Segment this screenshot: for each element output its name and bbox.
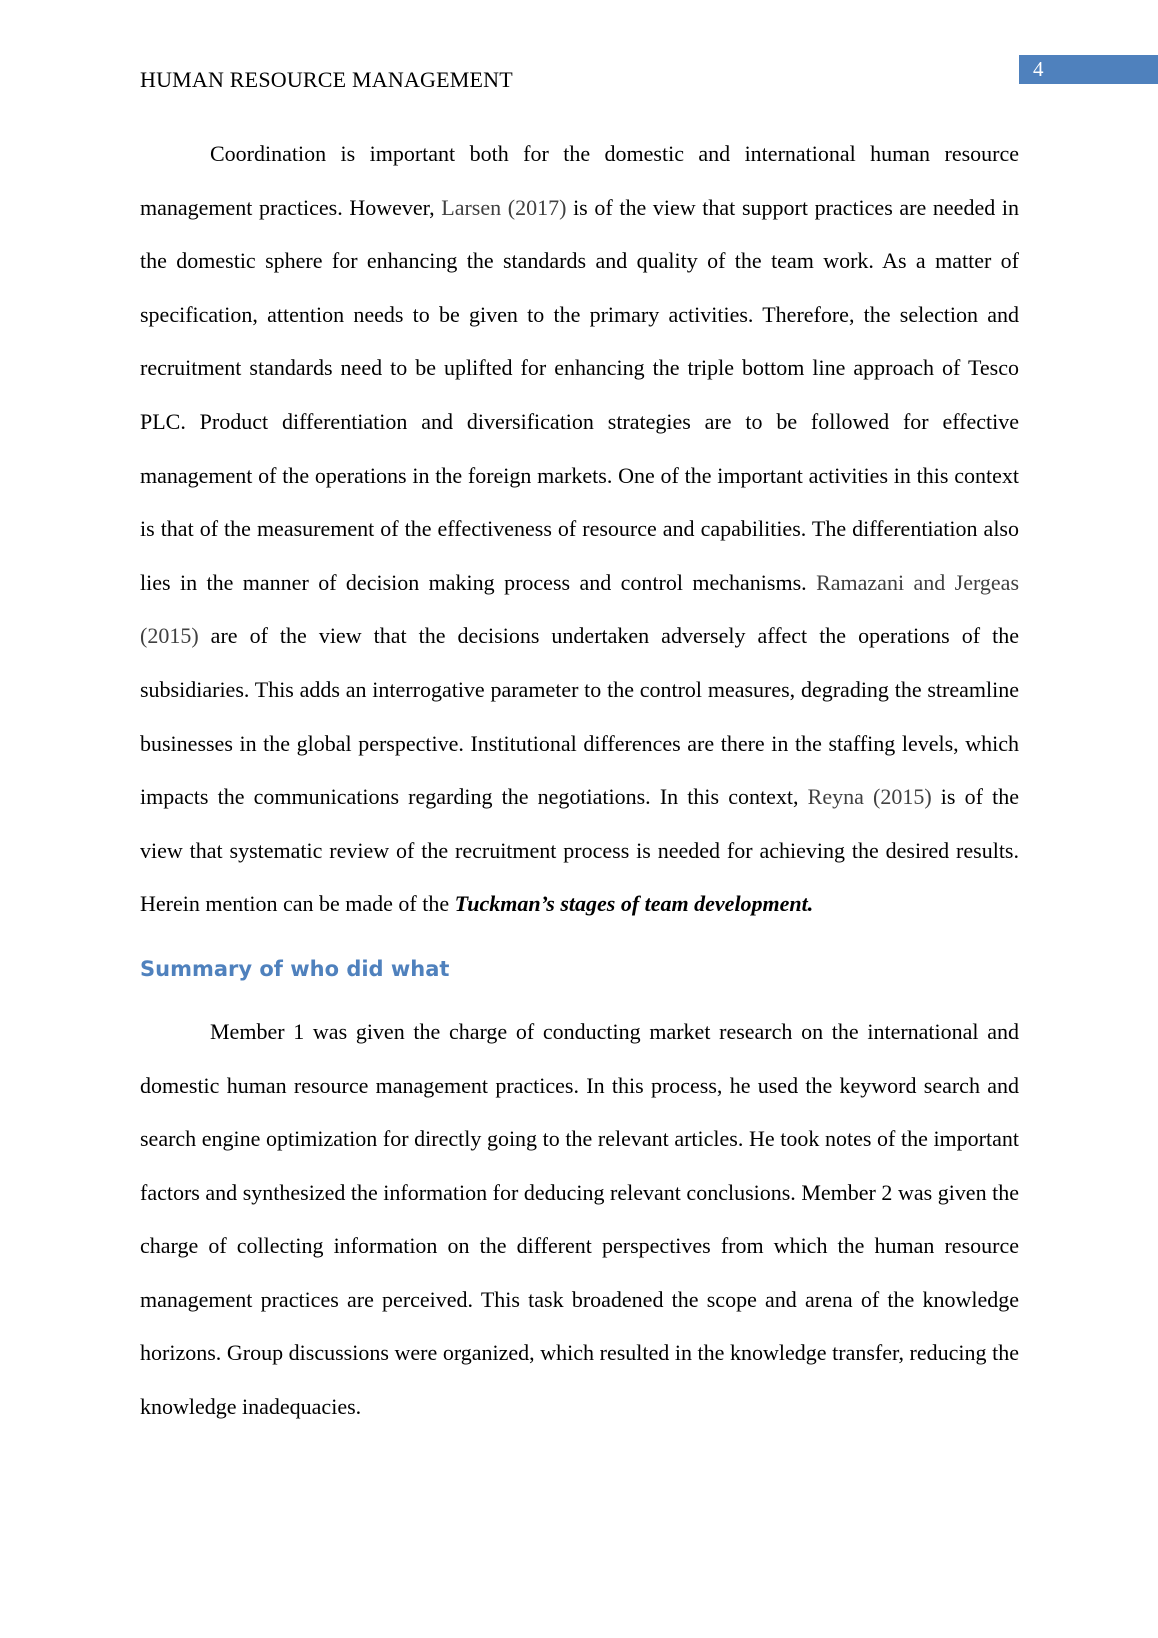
citation-ramazani-jergeas: Ramazani and Jergeas (2015) xyxy=(140,569,1020,649)
running-head: HUMAN RESOURCE MANAGEMENT xyxy=(140,67,513,92)
paragraph-summary: Member 1 was given the charge of conducting market research on the international and domestic human resource management practices. In this process, he used the keyword search and search engine optimization for directly going to the relevant articles. He took notes of the important factors and synthesized the information for deducing relevant conclusions. Member 2 was given the charge of collecting information on the different perspectives from which the human resource management practices are perceived. This task broadened the scope and arena of the knowledge horizons. Group discussions were organized, which resulted in the knowledge transfer, reducing the knowledge inadequacies. xyxy=(140,1018,1019,1420)
paragraph-text: is of the view that systematic review of the recruitment process is needed for achieving the desired results. Herein mention can be made of the xyxy=(140,784,1019,917)
emphasis-tuckman: Tuckman’s stages of team development. xyxy=(454,891,814,917)
citation-larsen: Larsen (2017) xyxy=(441,194,567,220)
document-body xyxy=(140,127,1019,1434)
paragraph-text: is of the view that support practices are needed in the domestic sphere for enhancing the standards and quality of the team work. As a matter of specification, attention needs to be given to the primary activities. Therefore, the selection and recruitment standards need to be uplifted for enhancing the triple bottom line approach of Tesco PLC. Product differentiation and diversification strategies are to be followed for effective management of the operations in the foreign markets. One of the important activities in this context is that of the measurement of the effectiveness of resource and capabilities. The differentiation also lies in the manner of decision making process and control mechanisms. xyxy=(140,194,1019,595)
section-heading: Summary of who did what xyxy=(140,956,450,981)
page-number: 4 xyxy=(1019,55,1158,84)
paragraph-coordination xyxy=(140,127,1019,931)
paragraph-text: Coordination is important both for the domestic and international human resource management practices. However, xyxy=(140,141,1019,220)
paragraph-text: are of the view that the decisions undertaken adversely affect the operations of the subsidiaries. This adds an interrogative parameter to the control measures, degrading the streamline businesses in the global perspective. Institutional differences are there in the staffing levels, which impacts the communications regarding the negotiations. In this context, xyxy=(140,623,1019,810)
citation-reyna: Reyna (2015) xyxy=(807,784,932,810)
